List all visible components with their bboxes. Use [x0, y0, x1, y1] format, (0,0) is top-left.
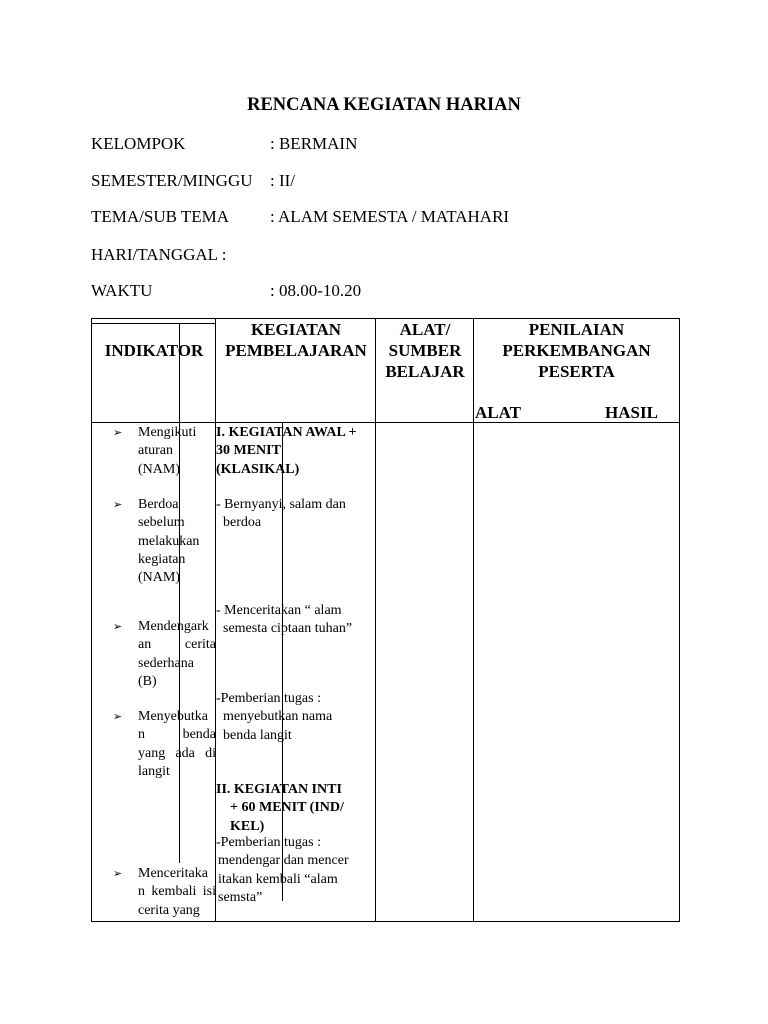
page-title: RENCANA KEGIATAN HARIAN	[247, 95, 521, 115]
header-sumber	[376, 319, 474, 382]
indikator-line: (NAM)	[138, 570, 180, 586]
kegiatan-line: 30 MENIT	[216, 443, 281, 459]
indikator-line: n benda	[138, 727, 216, 743]
stray-frame-line	[179, 323, 180, 863]
header-text: KEGIATAN	[250, 320, 342, 339]
kegiatan-block	[216, 690, 376, 745]
indikator-line: kegiatan	[138, 551, 186, 567]
header-text: SUMBER	[388, 341, 462, 360]
kegiatan-line: -Pemberian tugas :	[216, 691, 321, 706]
kegiatan-line: (KLASIKAL)	[216, 461, 300, 477]
indikator-line: n kembali isi	[138, 884, 216, 900]
field-value: : ALAM SEMESTA / MATAHARI	[270, 207, 510, 226]
field-label: TEMA/SUB TEMA	[91, 207, 230, 226]
kegiatan-line: I. KEGIATAN AWAL +	[216, 425, 357, 440]
kegiatan-block	[216, 496, 376, 533]
kegiatan-block	[216, 602, 376, 639]
field-semester-minggu	[0, 170, 768, 192]
header-text: ALAT/	[399, 320, 451, 339]
header-text: PEMBELAJARAN	[225, 341, 367, 360]
header-penilaian	[474, 319, 679, 382]
kegiatan-line: itakan kembali “alam	[218, 871, 338, 887]
kegiatan-block	[216, 781, 376, 836]
arrow-bullet-icon: ➢	[113, 426, 123, 439]
kegiatan-line: berdoa	[223, 515, 262, 531]
field-value: : BERMAIN	[270, 134, 358, 153]
kegiatan-block	[216, 834, 376, 907]
field-kelompok	[0, 133, 768, 155]
field-label: KELOMPOK	[91, 134, 186, 153]
kegiatan-line: semesta ciptaan tuhan”	[223, 621, 353, 637]
header-text: BELAJAR	[385, 362, 465, 381]
kegiatan-line: - Bernyanyi, salam dan	[216, 497, 346, 512]
indikator-line: aturan	[138, 443, 173, 459]
kegiatan-line: menyebutkan nama	[223, 709, 333, 725]
field-value: : II/	[270, 171, 296, 190]
kegiatan-line: -Pemberian tugas :	[216, 835, 321, 850]
field-value: : 08.00-10.20	[270, 281, 362, 300]
subheader-alat: ALAT	[475, 403, 521, 422]
arrow-bullet-icon: ➢	[113, 620, 123, 633]
kegiatan-line: - Menceritakan “ alam	[216, 603, 342, 618]
arrow-bullet-icon: ➢	[113, 867, 123, 880]
indikator-line: Berdoa	[138, 497, 179, 512]
kegiatan-line: KEL)	[230, 818, 265, 834]
kegiatan-line: II. KEGIATAN INTI	[216, 782, 342, 797]
arrow-bullet-icon: ➢	[113, 498, 123, 511]
header-indikator	[92, 340, 216, 361]
kegiatan-line: semsta”	[218, 889, 263, 905]
field-label: HARI/TANGGAL :	[91, 245, 227, 264]
indikator-line: an cerita	[138, 637, 216, 653]
field-label: WAKTU	[91, 281, 153, 300]
header-text: PENILAIAN	[528, 320, 625, 339]
kegiatan-line: benda langit	[223, 727, 292, 743]
header-kegiatan	[216, 319, 376, 361]
subheader-hasil: HASIL	[605, 403, 658, 422]
indikator-line: cerita yang	[138, 902, 200, 918]
kegiatan-block	[216, 424, 376, 479]
kegiatan-line: + 60 MENIT (IND/	[230, 800, 344, 816]
indikator-line: sebelum	[138, 515, 185, 531]
indikator-line: Mendengark	[138, 619, 209, 634]
indikator-line: sederhana	[138, 655, 194, 671]
header-text: INDIKATOR	[104, 341, 204, 360]
indikator-line: melakukan	[138, 533, 200, 549]
field-tema-sub-tema	[0, 206, 768, 228]
header-text: PERKEMBANGAN	[502, 341, 651, 360]
indikator-line: (NAM)	[138, 461, 180, 477]
indikator-line: langit	[138, 763, 170, 779]
arrow-bullet-icon: ➢	[113, 710, 123, 723]
indikator-line: Menceritaka	[138, 866, 208, 881]
header-text: PESERTA	[538, 362, 615, 381]
field-hari-tanggal	[0, 244, 768, 266]
column-divider	[473, 319, 474, 921]
field-waktu	[0, 280, 768, 302]
table-top-double-rule	[92, 323, 216, 324]
kegiatan-line: mendengar dan mencer	[218, 853, 349, 869]
indikator-line: Menyebutka	[138, 709, 208, 724]
indikator-line: Mengikuti	[138, 425, 197, 440]
field-label: SEMESTER/MINGGU	[91, 171, 253, 190]
header-row-divider	[92, 422, 679, 423]
indikator-line: (B)	[138, 673, 157, 689]
indikator-line: yang ada di	[138, 745, 216, 761]
rkh-table	[91, 318, 680, 922]
